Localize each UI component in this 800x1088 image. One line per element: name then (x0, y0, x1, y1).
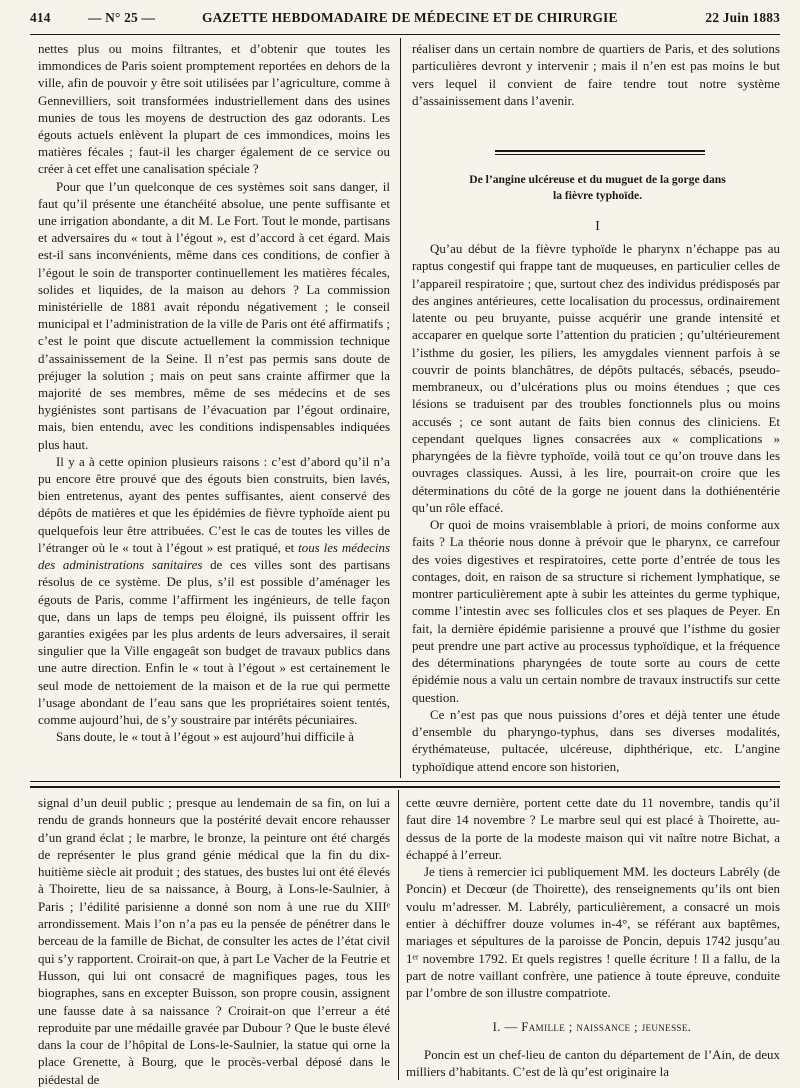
subheading-label: Famille ; naissance ; jeunesse. (521, 1020, 692, 1034)
italic-phrase: tous les médecins des administrations sanitaires (38, 539, 390, 573)
section-title-line: la fièvre typhoïde. (553, 189, 642, 202)
paragraph: signal d’un deuil public ; presque au lendemain de sa fin, on lui a rendu de grands honneurs que la postérité devait encore rehausser d’un grand éclat ; le marbre, le bronze, la peinture ont été chargés de représenter le plus grand génie médical que la fin du dix-huitième siècle ait produit ; des statues, des bustes lui ont été élevés à Thoirette, lieu de sa naissance, à Bourg, à Lons-le-Saulnier, à Paris ; l’édilité parisienne a donné son nom à une rue du XIIIᵉ arrondissement. Mais l’on n’a pas eu la pensée de pénétrer dans le berceau de la famille de Bichat, de consulter les actes de l’état civil qui s’y rapportent. Croirait-on que, à part Le Vacher de la Feutrie et Husson, qui lui ont consacré de magnifiques pages, tous les biographes, sans en excepter Buisson, son propre cousin, assignent une fausse date à sa naissance ? Croirait-on que l’erreur a été reproduite par une médaille gravée par Dubour ? Que le buste élevé dans la cour de l’hôpital de Lons-le-Saulnier, la statue qui orne la place Grenette, à Bourg, que le procès-verbal déposé dans le piédestal de (38, 795, 390, 1087)
section-rule (495, 154, 705, 155)
paragraph-text: Il y a à cette opinion plusieurs raisons : c’est d’abord qu’il n’a pu encore être prouvé que des égouts bien construits, bien lavés, bien entretenus, ayant des pentes suffisantes, aient conservé des dépôts de matières et que les épidémies de fièvre typhoïde aient pu quelquefois leur être attribuées. C’est le cas de toutes les villes de l’étranger où le « tout à l’égout » est pratiqué, et (38, 453, 390, 555)
subheading-numeral: I. — (492, 1020, 518, 1034)
lower-right-tail (406, 1046, 780, 1081)
paragraph: Poncin est un chef-lieu de canton du département de l’Ain, de deux milliers d’habitants. C’est de là qu’est originaire la (406, 1047, 780, 1080)
page-number: 414 (30, 10, 51, 25)
page-header (30, 10, 780, 34)
upper-right-column (412, 240, 780, 775)
issue-number: — N° 25 — (88, 10, 156, 25)
column-separator (398, 790, 399, 1080)
paragraph: nettes plus ou moins filtrantes, et d’obtenir que toutes les immondices de Paris soient promptement reportées en dehors de la ville, afin de pouvoir y être soit utilisées par l’agriculture, comme à Gennevilliers, soit transformées industriellement dans des usines munies de tous les moyens de destruction des gaz odorants. Les égouts actuels enlèvent la plupart de ces immondices, moins les matières fécales ; faut-il les charger également de ce service ou créer à cet effet une canalisation spéciale ? (38, 41, 390, 177)
paragraph: réaliser dans un certain nombre de quartiers de Paris, et des solutions particulières devront y intervenir ; mais il n’en est pas moins le but vers lequel il convient de faire tendre tout notre système d’assainissement dans l’avenir. (412, 41, 780, 109)
upper-right-intro (412, 40, 780, 109)
issue-date: 22 Juin 1883 (705, 10, 780, 25)
column-separator (400, 38, 401, 778)
section-title-line: De l’angine ulcéreuse et du muguet de la gorge dans (469, 173, 726, 186)
section-divider (30, 781, 780, 782)
paragraph (38, 453, 390, 728)
journal-title: GAZETTE HEBDOMADAIRE DE MÉDECINE ET DE CHIRURGIE (202, 10, 618, 25)
paragraph: Pour que l’un quelconque de ces systèmes soit sans danger, il faut qu’il présente une étanchéité absolue, une pente suffisante et une irrigation abondante, a dit M. Le Fort. Tout le monde, partisans et adversaires du « tout à l’égout », est d’accord à cet égard. Mais est-il sans inconvénients, même dans ces conditions, de confier à l’égout le soin de transporter continuellement les matières fécales, solides et liquides, de la maison au dehors ? La commission ministérielle de 1881 avait répondu négativement ; le conseil municipal et l’administration de la ville de Paris ont été affirmatifs ; c’est le point que discute actuellement la commission technique d’assainissement de la Seine. Il n’est pas permis sans doute de préjuger la solution ; mais on peut sans crainte affirmer que la majorité de ses membres, même de ses médecins et de ses hygiénistes sont partisans de l’évacuation par l’égout ordinaire, mais, bien entendu, avec les conditions indispensables indiquées plus haut. (38, 178, 390, 452)
paragraph: Qu’au début de la fièvre typhoïde le pharynx n’échappe pas au raptus congestif qui frappe tant de muqueuses, en particulier celles de l’appareil respiratoire ; que, surtout chez des individus prédisposés par des angines antérieures, cette localisation du processus, ordinairement latente ou peu bruyante, puisse acquérir une grande intensité et accaparer en quelque sorte l’attention du praticien ; qu’ultérieurement l’isthme du gosier, les piliers, les amygdales viennent parfois à se couvrir de points blanchâtres, de dépôts pultacés, sébacés, pseudo-membraneux, ou d’ulcérations plus ou moins étendues ; que ces lésions se traduisent par des troubles fonctionnels plus ou moins accusés ; ce sont autant de faits bien connus des cliniciens. Et cependant quelques lignes consacrées aux « complications » pharyngées de la fièvre typhoïde, voilà tout ce qu’on trouve dans les ouvrages classiques. Aussi, à les lire, pourrait-on croire que les déterminations du côté de la gorge ne jouent dans la dothiénentérie qu’un rôle effacé. (412, 241, 780, 515)
lower-right-column (406, 794, 780, 1002)
paragraph: Or quoi de moins vraisemblable à priori, de moins conforme aux faits ? La théorie nous donne à prévoir que le pharynx, ce carrefour des voies digestives et respiratoires, cette porte d’entrée de tous les contages, doit, en raison de sa structure si richement lymphatique, se montrer particulièrement apte à subir les atteintes du germe typhique, comme l’intestin avec ses follicules clos et ses plaques de Peyer. En fait, la dernière épidémie parisienne a prouvé que l’isthme du gosier peut prendre une part active au processus typhoïdique, et la fréquence des déterminations pharyngées de toute sorte au cours de cette épidémie nous a valu un certain nombre de travaux instructifs sur cette question. (412, 517, 780, 705)
section-title (415, 172, 780, 204)
paragraph: Sans doute, le « tout à l’égout » est aujourd’hui difficile à (56, 729, 354, 745)
lower-left-column (38, 794, 390, 1088)
section-rule (495, 150, 705, 152)
paragraph: Ce n’est pas que nous puissions d’ores et déjà tenter une étude d’ensemble du pharyngo-typhus, dans ses diverses modalités, érythémateuse, pultacée, ulcéreuse, diphthérique, etc. L’angine typhoïdique attend encore son historien, (412, 706, 780, 774)
section-divider (30, 786, 780, 788)
paragraph-text: de ces villes sont des partisans résolus de ce système. De plus, s’il est possible d’aménager les égouts de Paris, comme l’affirment les ingénieurs, de telle façon que, dans un laps de temps peu éloigné, ils puissent offrir les garanties exigées par les plus ardents de leurs adversaires, il serait singulier que la Ville engageât son budget de travaux publics dans une autre direction. Enfin le « tout à l’égout » est certainement le seul mode de nettoiement de la maison et de la rue qui permette l’usage abondant de l’eau sans que les propriétaires soient tentés, comme aujourd’hui, de s’y soustraire par intérêts pécuniaires. (38, 557, 391, 727)
section-numeral: I (595, 218, 600, 233)
section-heading (415, 150, 780, 210)
chapter-subheading (404, 1020, 780, 1035)
paragraph: cette œuvre dernière, portent cette date du 11 novembre, tandis qu’il faut dire 14 novembre ? Le marbre seul qui est placé à Thoirette, au-dessus de la porte de la modeste maison qui vit naître notre Bichat, a échappé à l’erreur. (406, 795, 780, 862)
paragraph: Je tiens à remercier ici publiquement MM. les docteurs Labrély (de Poncin) et Decœur (de Thoirette), des renseignements qu’ils ont bien voulu m’adresser. M. Labrély, particulièrement, a consacré un mois entier à déchiffrer douze volumes in-4°, se référant aux baptêmes, mariages et sépultures de la paroisse de Poncin, depuis 1742 jusqu’au 1ᵉʳ novembre 1792. Et quels registres ! quelle écriture ! Il a fallu, de la part de notre vaillant confrère, une patience à toute épreuve, conduite par l’ombre de son illustre compatriote. (406, 864, 780, 1001)
upper-left-column (38, 40, 390, 745)
header-rule (30, 34, 780, 35)
